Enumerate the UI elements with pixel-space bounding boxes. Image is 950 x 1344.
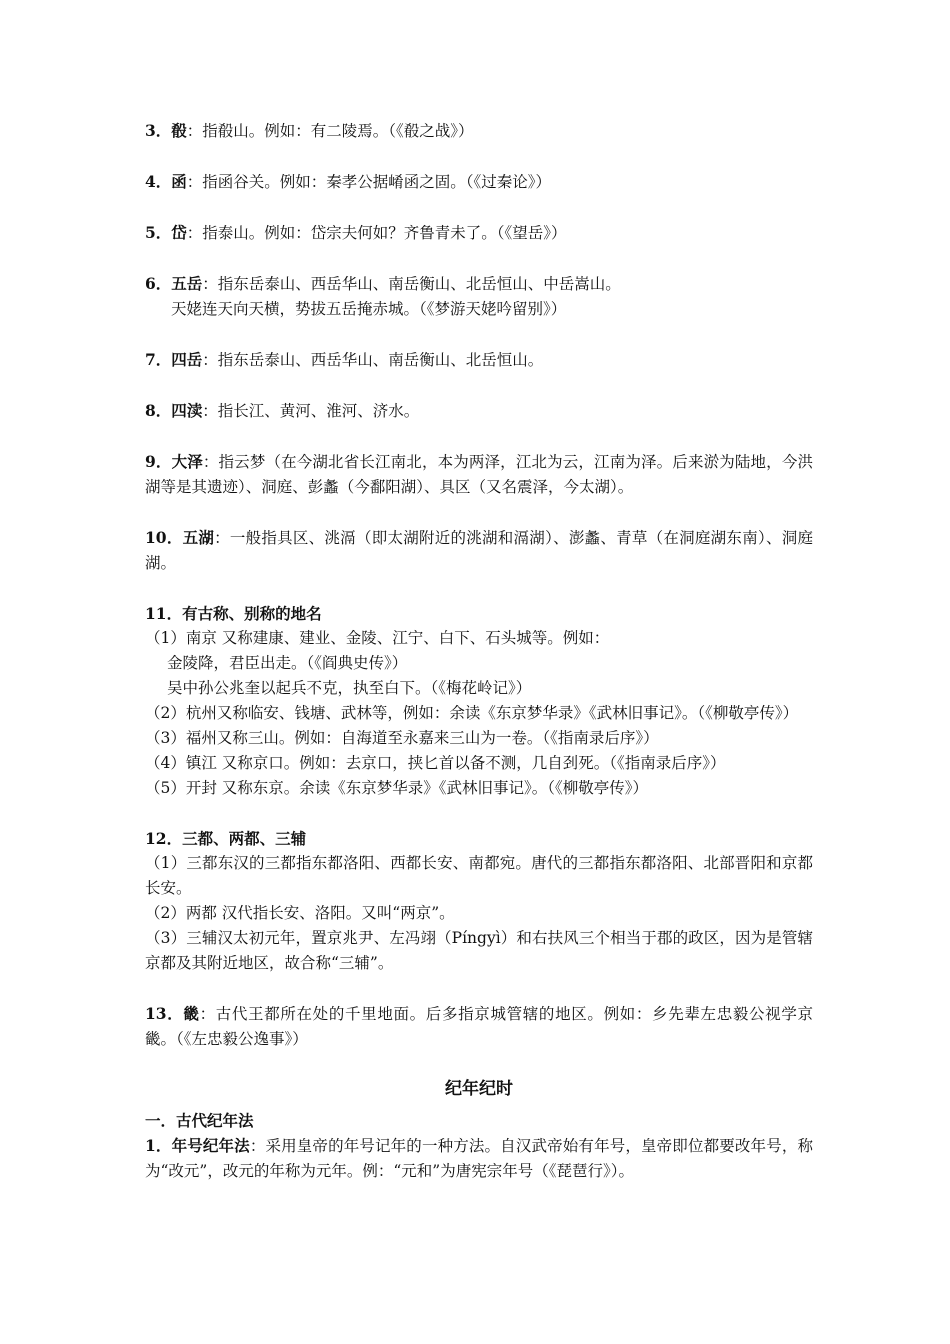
list-item: （1）三都东汉的三都指东都洛阳、西都长安、南都宛。唐代的三都指东都洛阳、北部晋阳和京都长安。 [145, 854, 813, 897]
entry-head: 3．殽 [145, 121, 187, 140]
list-item: （2）两都 汉代指长安、洛阳。又叫“两京”。 [145, 904, 455, 922]
entry-13 [145, 1001, 813, 1052]
section-paragraph [145, 1133, 813, 1184]
entry-continuation: 天姥连天向天横，势拔五岳掩赤城。（《梦游天姥吟留别》） [171, 300, 567, 318]
entry-text: ：古代王都所在处的千里地面。后多指京城管辖的地区。例如：乡先辈左忠毅公视学京畿。（《左忠毅公逸事》） [145, 1005, 813, 1048]
entry-head: 12．三都、两都、三辅 [145, 829, 307, 848]
paragraph-text: ：采用皇帝的年号记年的一种方法。自汉武帝始有年号，皇帝即位都要改年号，称为“改元”，改元的年称为元年。例：“元和”为唐宪宗年号（《琵琶行》）。 [145, 1137, 813, 1180]
paragraph-head: 1．年号纪年法 [145, 1136, 250, 1155]
entry-text: ：指东岳泰山、西岳华山、南岳衡山、北岳恒山、中岳嵩山。 [202, 275, 621, 293]
section-title: 纪年纪时 [445, 1079, 513, 1099]
entry-head: 5．岱 [145, 223, 187, 242]
entry-10 [145, 525, 813, 576]
list-item: 吴中孙公兆奎以起兵不克，执至白下。（《梅花岭记》） [167, 679, 532, 697]
entry-head: 10．五湖 [145, 528, 215, 547]
list-item: 金陵降，君臣出走。（《阎典史传》） [167, 654, 408, 672]
entry-head: 9．大泽 [145, 452, 203, 471]
entry-text: ：指殽山。例如：有二陵焉。（《殽之战》） [186, 122, 474, 140]
document-page [145, 118, 813, 1184]
entry-5 [145, 220, 813, 246]
list-item: （4）镇江 又称京口。例如：去京口，挟匕首以备不测，几自刭死。（《指南录后序》） [145, 754, 726, 772]
entry-text: ：指泰山。例如：岱宗夫何如？齐鲁青未了。（《望岳》） [186, 224, 567, 242]
entry-text: ：指函谷关。例如：秦孝公据崤函之固。（《过秦论》） [186, 173, 552, 191]
entry-4 [145, 169, 813, 195]
entry-11 [145, 601, 813, 801]
list-item: （1）南京 又称建康、建业、金陵、江宁、白下、石头城等。例如： [145, 629, 610, 647]
entry-text: ：指长江、黄河、淮河、济水。 [202, 402, 420, 420]
entry-head: 4．函 [145, 172, 187, 191]
list-item: （3）三辅汉太初元年，置京兆尹、左冯翊（Píngyì）和右扶风三个相当于郡的政区，因为是管辖京都及其附近地区，故合称“三辅”。 [145, 929, 813, 972]
section-subtitle: 一．古代纪年法 [145, 1111, 254, 1130]
list-item: （3）福州又称三山。例如：自海道至永嘉来三山为一卷。（《指南录后序》） [145, 729, 659, 747]
entry-8 [145, 398, 813, 424]
entry-9 [145, 449, 813, 500]
entry-head: 8．四渎 [145, 401, 203, 420]
entry-12 [145, 826, 813, 976]
list-item: （5）开封 又称东京。余读《东京梦华录》《武林旧事记》。（《柳敬亭传》） [145, 779, 649, 797]
entry-text: ：指东岳泰山、西岳华山、南岳衡山、北岳恒山。 [202, 351, 544, 369]
entry-3 [145, 118, 813, 144]
entry-6 [145, 271, 813, 322]
entry-head: 7．四岳 [145, 350, 203, 369]
entry-text: ：指云梦（在今湖北省长江南北，本为两泽，江北为云，江南为泽。后来淤为陆地，今洪湖等是其遗迹）、洞庭、彭蠡（今鄱阳湖）、具区（又名震泽，今太湖）。 [145, 453, 813, 496]
entry-head: 13．畿 [145, 1004, 200, 1023]
entry-7 [145, 347, 813, 373]
entry-head: 11．有古称、别称的地名 [145, 604, 322, 623]
entry-head: 6．五岳 [145, 274, 203, 293]
entry-text: ：一般指具区、洮滆（即太湖附近的洮湖和滆湖）、澎蠡、青草（在洞庭湖东南）、洞庭湖。 [145, 529, 813, 572]
list-item: （2）杭州又称临安、钱塘、武林等，例如：余读《东京梦华录》《武林旧事记》。（《柳敬亭传》） [145, 704, 799, 722]
